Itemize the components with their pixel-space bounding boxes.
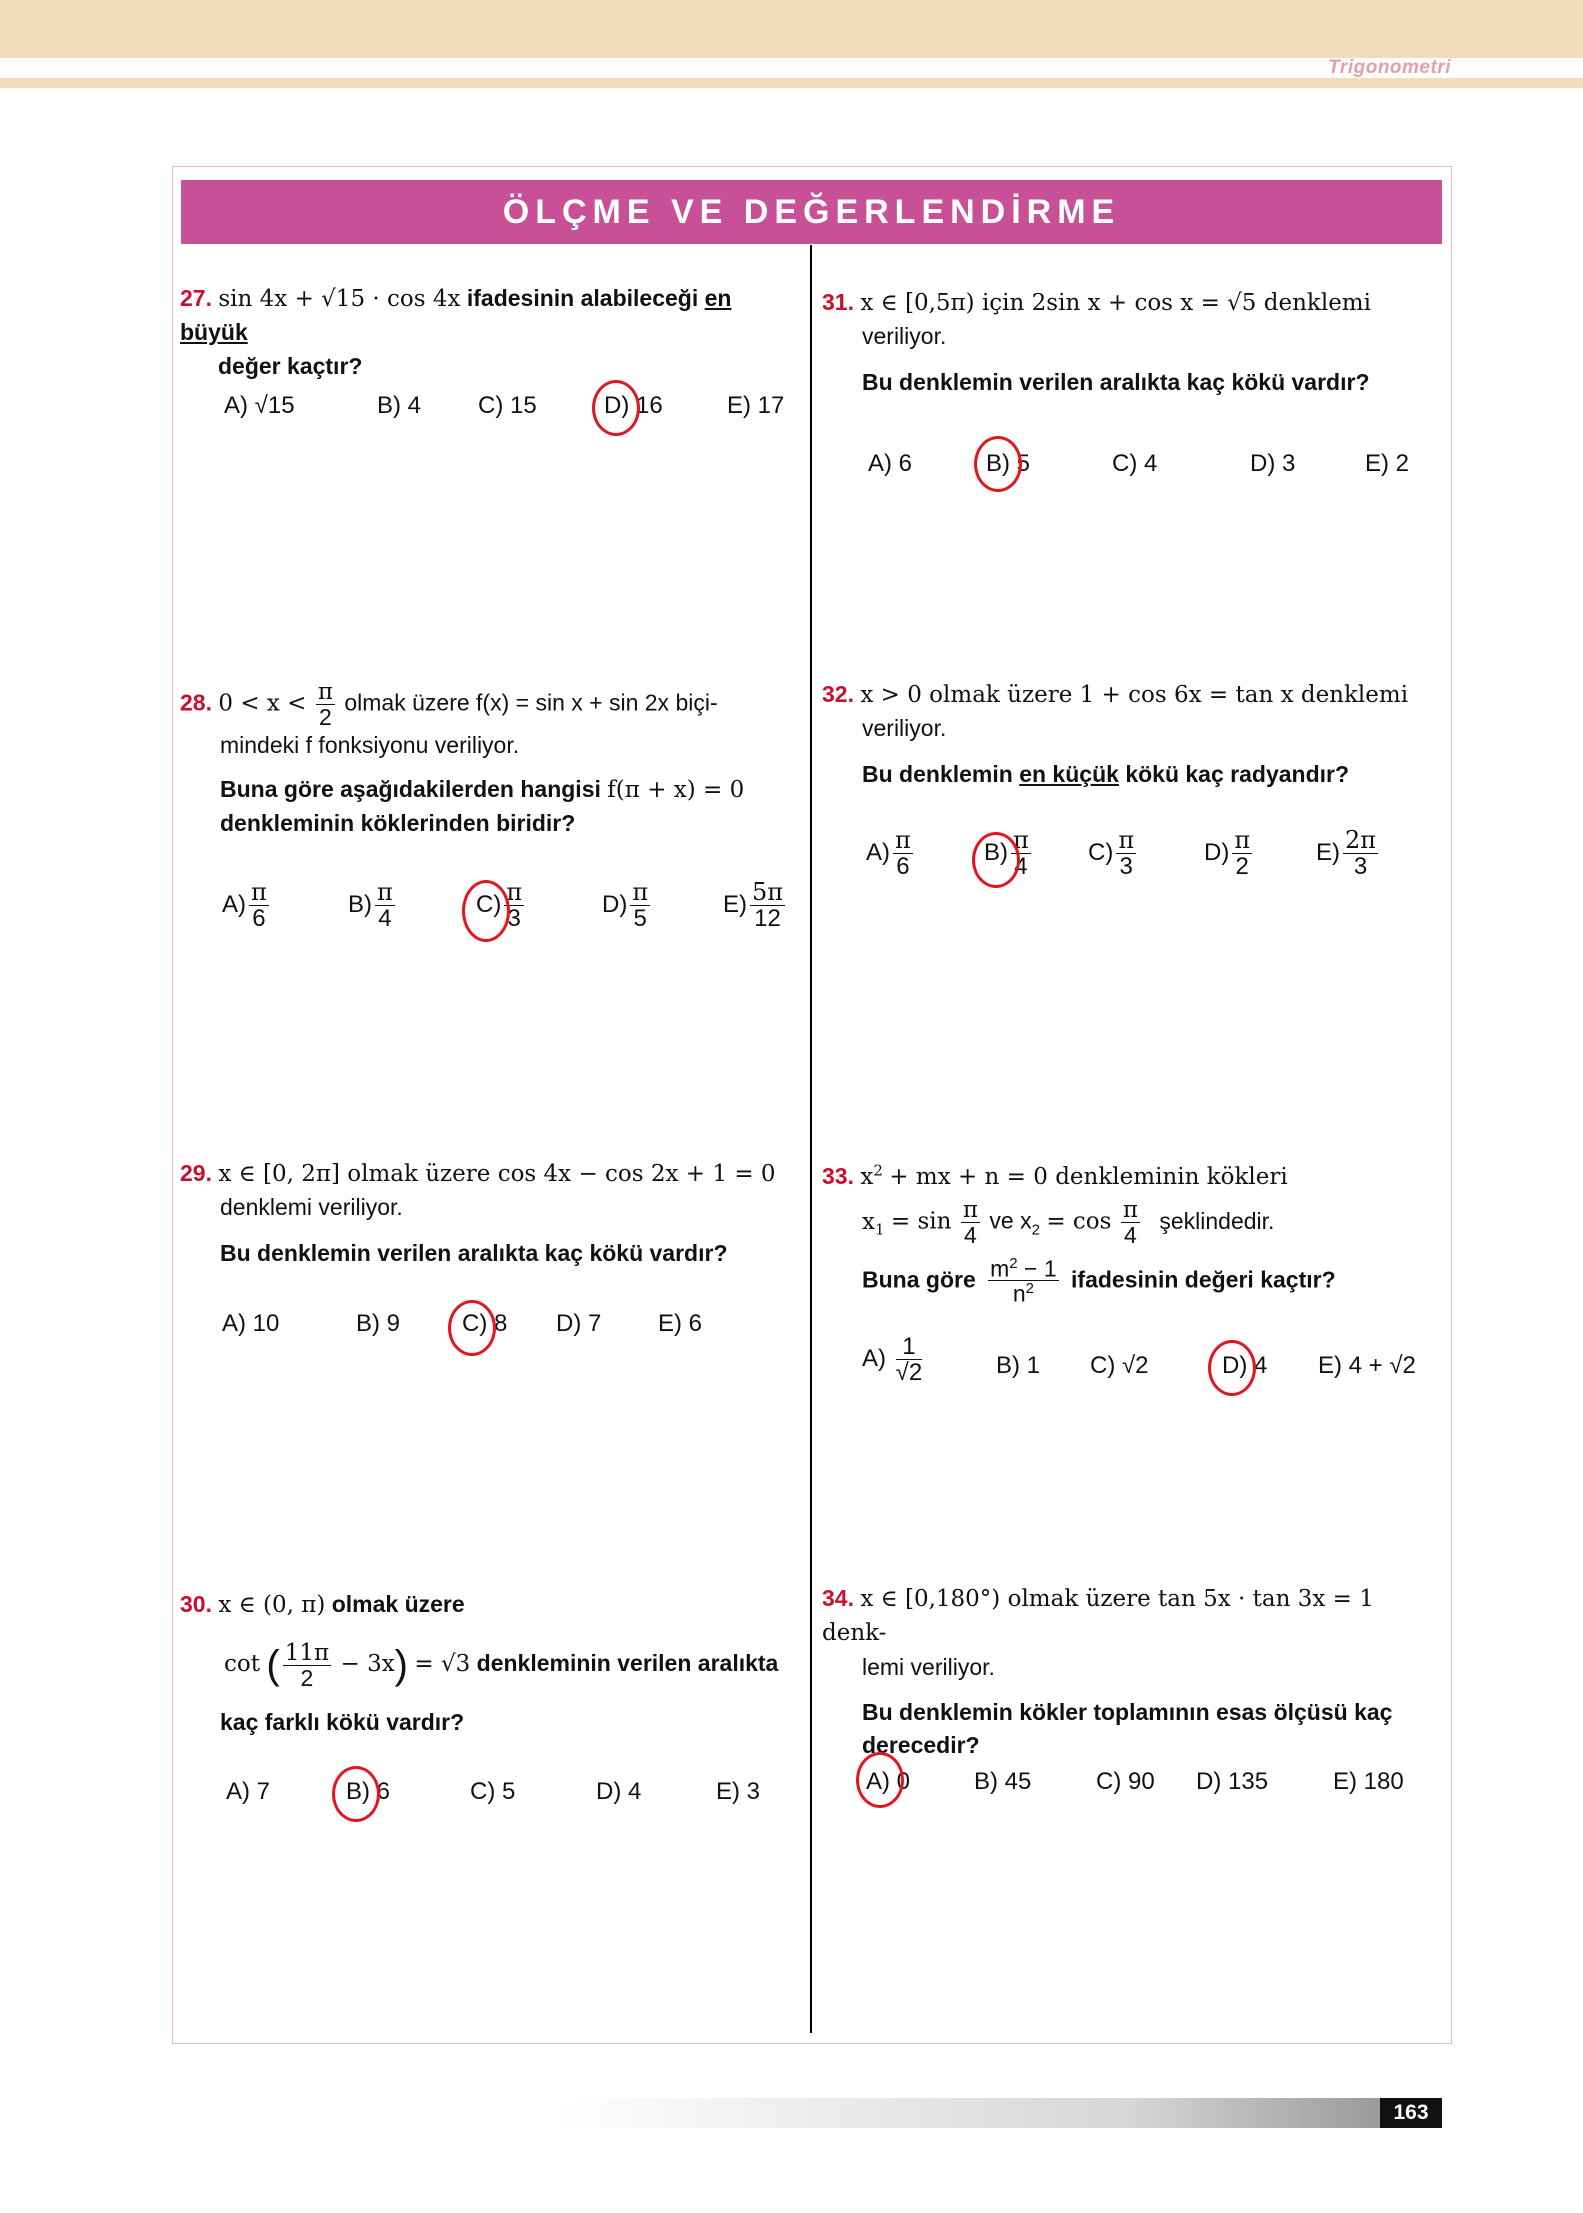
option-b[interactable]: B) 6 — [346, 1778, 391, 1805]
footer-gradient — [550, 2098, 1380, 2128]
question-line-1a: 0 < x < — [218, 690, 307, 717]
option-letter: E) — [723, 891, 747, 919]
option-letter: B) — [984, 839, 1008, 867]
question-line-1: x > 0 olmak üzere 1 + cos 6x = tan x denklemi — [860, 682, 1409, 708]
option-a[interactable]: A) 10 — [222, 1310, 280, 1337]
option-numerator: π — [506, 878, 523, 906]
answer-circle — [448, 1300, 496, 1356]
option-denominator: 4 — [1014, 853, 1028, 881]
question-line-2b: ve x — [989, 1208, 1032, 1235]
option-letter: A) — [862, 1345, 886, 1373]
option-numerator: π — [895, 826, 911, 854]
answer-circle — [462, 880, 510, 942]
option-letter: C) — [1088, 839, 1114, 867]
question-tail: denkleminin verilen aralıkta — [476, 1650, 779, 1677]
question-text-2: kökü kaç radyandır? — [1125, 760, 1350, 787]
option-c[interactable] — [1088, 828, 1139, 879]
option-numerator: 2π — [1345, 826, 1377, 854]
question-number: 33. — [822, 1163, 854, 1189]
option-letter: E) — [1316, 839, 1340, 867]
question-31 — [822, 286, 1432, 399]
question-text: ifadesinin alabileceği — [466, 285, 699, 311]
option-a[interactable] — [222, 880, 272, 931]
option-denominator: 3 — [1353, 853, 1368, 881]
option-numerator: π — [251, 878, 267, 906]
option-e[interactable]: E) 17 — [727, 392, 785, 419]
option-letter: D) — [602, 891, 628, 919]
answer-circle — [332, 1766, 380, 1822]
option-b[interactable]: B) 45 — [974, 1768, 1032, 1795]
option-letter: B) — [348, 891, 372, 919]
answer-circle — [972, 832, 1020, 888]
option-d[interactable]: D) 7 — [556, 1310, 602, 1337]
option-c[interactable]: C) 5 — [470, 1778, 516, 1805]
question-expression: sin 4x + √15 · cos 4x — [218, 286, 461, 312]
question-number: 27. — [180, 285, 212, 311]
question-text: kaç farklı kökü vardır? — [220, 1709, 465, 1736]
question-line-2: lemi veriliyor. — [862, 1653, 995, 1680]
option-letter: D) — [1204, 839, 1230, 867]
section-banner: ÖLÇME VE DEĞERLENDİRME — [181, 180, 1442, 244]
option-numerator: π — [377, 878, 393, 906]
option-a[interactable]: A) 7 — [226, 1778, 271, 1805]
answer-circle — [856, 1752, 904, 1808]
column-divider — [810, 245, 812, 2033]
option-c[interactable]: C) 15 — [478, 392, 537, 419]
option-denominator: 6 — [252, 905, 266, 933]
option-e[interactable]: E) 6 — [658, 1310, 703, 1337]
question-line-2c: = cos — [1046, 1209, 1112, 1236]
option-d[interactable]: D) 135 — [1196, 1768, 1269, 1795]
chapter-title: Trigonometri — [1328, 57, 1451, 78]
option-b[interactable]: B) 9 — [356, 1310, 401, 1337]
question-text: Bu denklemin kökler toplamının esas ölçüsü kaç — [862, 1699, 1393, 1726]
question-34 — [822, 1582, 1432, 1763]
answer-circle — [974, 436, 1022, 492]
option-letter: A) — [222, 891, 246, 919]
option-numerator: π — [1234, 826, 1251, 854]
option-denominator: 3 — [507, 905, 521, 933]
option-numerator: π — [632, 878, 649, 906]
question-line-1: x ∈ (0, π) — [218, 1592, 326, 1618]
expression-equals: = √3 — [414, 1651, 471, 1678]
question-number: 31. — [822, 289, 854, 315]
question-number: 28. — [180, 689, 212, 716]
question-number: 29. — [180, 1160, 212, 1186]
pi-over-2-fraction: $\frac{\pi}{2}$ — [317, 679, 333, 731]
top-stripe — [0, 78, 1583, 88]
option-b[interactable]: B) 1 — [996, 1352, 1041, 1379]
answer-circle — [1208, 1340, 1256, 1396]
option-b[interactable]: B) 5 — [986, 450, 1031, 477]
option-e[interactable] — [1316, 828, 1381, 879]
option-d[interactable]: D) 4 — [1222, 1352, 1268, 1379]
option-b[interactable]: B) 4 — [377, 392, 422, 419]
question-27 — [180, 282, 790, 383]
option-denominator: 2 — [1235, 853, 1249, 881]
option-e[interactable]: E) 4 + √2 — [1318, 1352, 1416, 1379]
question-line-2a: = sin — [890, 1209, 952, 1236]
question-line-2d: şeklindedir. — [1159, 1208, 1275, 1235]
question-29 — [180, 1157, 790, 1270]
option-e[interactable]: E) 3 — [716, 1778, 761, 1805]
question-text: Bu denklemin verilen aralıkta kaç kökü vardır? — [220, 1239, 728, 1266]
option-denominator: 4 — [378, 905, 392, 933]
option-c[interactable]: C) 8 — [462, 1310, 508, 1337]
option-denominator: 5 — [633, 905, 647, 933]
page-number: 163 — [1380, 2098, 1442, 2128]
option-d[interactable]: D) 3 — [1250, 450, 1296, 477]
question-line-1b: olmak üzere f(x) = sin x + sin 2x biçi- — [344, 689, 718, 716]
question-number: 30. — [180, 1591, 212, 1617]
option-d[interactable] — [1204, 828, 1255, 879]
option-letter: C) — [476, 891, 502, 919]
expression-middle: − 3x — [340, 1651, 395, 1678]
option-b[interactable] — [348, 880, 398, 931]
question-line-1: + mx + n = 0 denkleminin kökleri — [889, 1164, 1288, 1190]
answer-circle — [592, 380, 640, 436]
question-emphasis: en büyük — [180, 285, 732, 346]
question-text-2: denkleminin köklerinden biridir? — [220, 809, 576, 836]
question-line-2: veriliyor. — [862, 715, 947, 742]
top-color-band — [0, 0, 1583, 58]
option-numerator: π — [1013, 826, 1029, 854]
option-a[interactable]: A) √15 — [224, 392, 295, 419]
question-line-2: denklemi veriliyor. — [220, 1194, 403, 1221]
option-c[interactable]: C) √2 — [1090, 1352, 1149, 1379]
question-text-2: derecedir? — [862, 1732, 980, 1759]
option-a[interactable]: A) 6 — [868, 450, 913, 477]
option-denominator: 12 — [754, 905, 781, 933]
question-line-1: x ∈ [0, 2π] olmak üzere cos 4x − cos 2x + 1 = 0 — [218, 1161, 776, 1187]
option-a[interactable]: A) 0 — [866, 1768, 911, 1795]
option-c[interactable]: C) 90 — [1096, 1768, 1155, 1795]
question-text: Buna göre — [862, 1266, 976, 1292]
question-line-1: x ∈ [0,180°) olmak üzere tan 5x · tan 3x = 1 denk- — [822, 1586, 1374, 1647]
option-numerator: 5π — [752, 878, 784, 906]
cot-label: cot — [224, 1651, 260, 1678]
question-emphasis: en küçük — [1019, 760, 1119, 787]
question-line-2: veriliyor. — [862, 323, 947, 350]
option-numerator: π — [1118, 826, 1135, 854]
question-text-2: değer kaçtır? — [218, 352, 363, 379]
question-28 — [180, 680, 790, 840]
question-line-2: mindeki f fonksiyonu veriliyor. — [220, 732, 520, 759]
option-e[interactable]: E) 180 — [1333, 1768, 1404, 1795]
option-letter: A) — [866, 839, 890, 867]
option-e[interactable] — [723, 880, 788, 931]
question-30: 30. x ∈ (0, π) olmak üzere cot ( $\frac{11\pi}{2}$ − 3x) = √3 denkleminin verilen aralıkta kaç farklı kökü vardır? — [180, 1588, 790, 1740]
option-e[interactable]: E) 2 — [1365, 450, 1410, 477]
option-d[interactable] — [602, 880, 653, 931]
option-d[interactable]: D) 4 — [596, 1778, 642, 1805]
option-d[interactable]: D) 16 — [604, 392, 663, 419]
question-number: 34. — [822, 1585, 854, 1611]
question-text: Buna göre aşağıdakilerden hangisi — [220, 775, 601, 802]
question-line-1b: olmak üzere — [331, 1591, 465, 1617]
question-text-2: ifadesinin değeri kaçtır? — [1071, 1266, 1336, 1292]
option-a[interactable] — [866, 828, 916, 879]
question-32 — [822, 678, 1432, 791]
option-denominator: 3 — [1119, 853, 1133, 881]
option-denominator: 6 — [896, 853, 910, 881]
question-text: Bu denklemin verilen aralıkta kaç kökü vardır? — [862, 368, 1370, 395]
option-a[interactable]: A) $\frac{1}{√2}$ — [862, 1333, 923, 1387]
question-text: Bu denklemin — [862, 760, 1013, 787]
question-number: 32. — [822, 681, 854, 707]
question-equation: f(π + x) = 0 — [607, 776, 745, 803]
question-33: 33. $x^2$ + mx + n = 0 denkleminin kökleri $x_1 = \sin$ $\frac{\pi}{4}$ ve $x_2 = \cos$ $\frac{\pi}{4}$ şeklindedir. Buna göre $\frac{m^2 - 1}{n^2}$ ifadesinin değeri kaçtır? — [822, 1161, 1336, 1308]
option-c[interactable]: C) 4 — [1112, 450, 1158, 477]
question-line-1: x ∈ [0,5π) için 2sin x + cos x = √5 denklemi — [860, 290, 1371, 316]
